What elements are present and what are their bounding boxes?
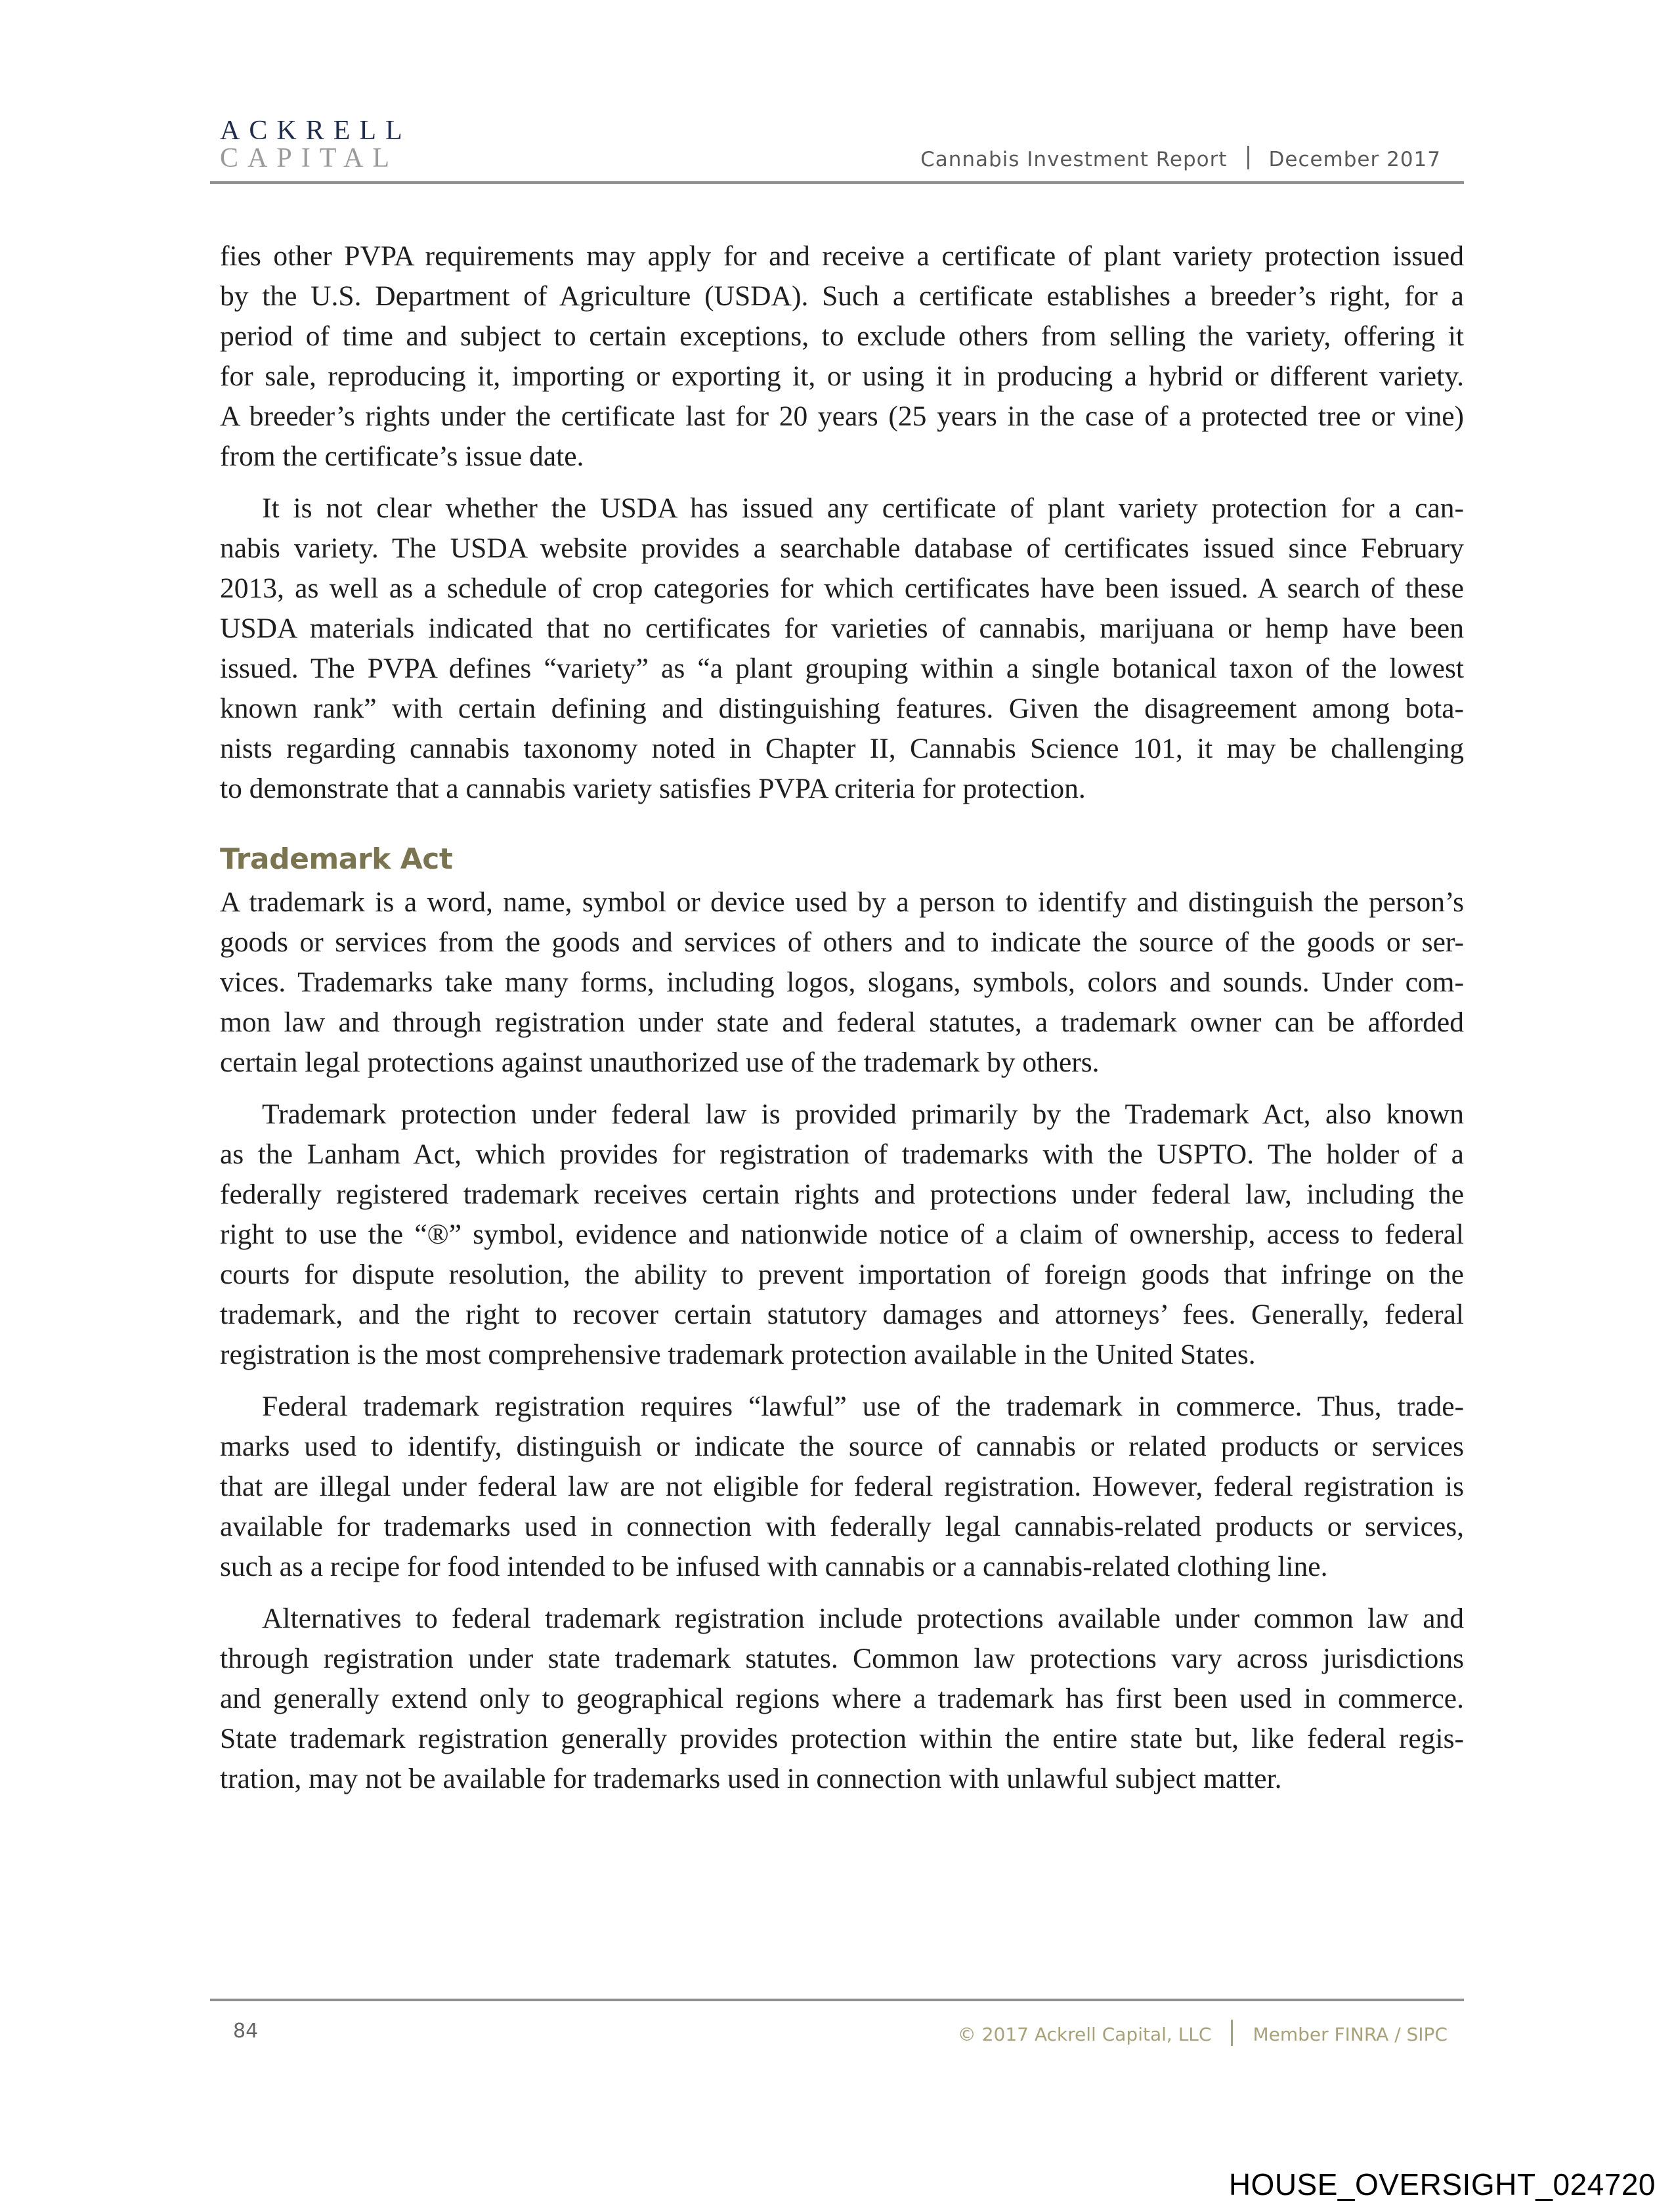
paragraph-trademark-definition: [220, 882, 1464, 1083]
text-line: tration, may not be available for trademarks used in connection with unlawful subject matter.: [220, 1763, 1282, 1794]
report-title: Cannabis Investment Report: [920, 148, 1228, 171]
text-line: that are illegal under federal law are not eligible for federal registration. However, federal registration is: [220, 1471, 1464, 1502]
running-header: [920, 146, 1441, 171]
text-line: known rank” with certain defining and distinguishing features. Given the disagreement among bota-: [220, 693, 1464, 724]
text-line: State trademark registration generally provides protection within the entire state but, like federal regis-: [220, 1723, 1464, 1754]
logo-line-ackrell: ACKRELL: [220, 116, 412, 146]
copyright-notice: © 2017 Ackrell Capital, LLC: [957, 2024, 1212, 2045]
text-line: from the certificate’s issue date.: [220, 441, 584, 472]
footer-separator: [1231, 2020, 1233, 2046]
text-line: 2013, as well as a schedule of crop categories for which certificates have been issued. A search of these: [220, 573, 1464, 604]
text-line: goods or services from the goods and services of others and to indicate the source of the goods or ser-: [220, 926, 1464, 958]
footer-rule: [210, 1999, 1464, 2001]
text-line: for sale, reproducing it, importing or exporting it, or using it in producing a hybrid or different variety.: [220, 360, 1464, 392]
report-date: December 2017: [1268, 148, 1441, 171]
text-line: available for trademarks used in connection with federally legal cannabis-related products or services,: [220, 1511, 1464, 1542]
text-line: registration is the most comprehensive trademark protection available in the United States.: [220, 1339, 1256, 1370]
text-line: such as a recipe for food intended to be infused with cannabis or a cannabis-related clothing line.: [220, 1551, 1328, 1582]
text-line: courts for dispute resolution, the ability to prevent importation of foreign goods that infringe on the: [220, 1259, 1464, 1290]
section-heading-trademark-act: Trademark Act: [220, 842, 453, 876]
text-line: USDA materials indicated that no certificates for varieties of cannabis, marijuana or hemp have been: [220, 613, 1464, 644]
page-body: [220, 236, 1464, 1799]
paragraph-pvpa-certificate: [220, 236, 1464, 477]
text-line: period of time and subject to certain exceptions, to exclude others from selling the variety, offering it: [220, 320, 1464, 352]
text-line: through registration under state trademark statutes. Common law protections vary across jurisdictions: [220, 1643, 1464, 1674]
text-line: Trademark protection under federal law is provided primarily by the Trademark Act, also known: [262, 1098, 1464, 1130]
text-line: nabis variety. The USDA website provides a searchable database of certificates issued since February: [220, 532, 1464, 564]
text-line: issued. The PVPA defines “variety” as “a plant grouping within a single botanical taxon of the lowest: [220, 653, 1464, 684]
text-line: fies other PVPA requirements may apply for and receive a certificate of plant variety protection issued: [220, 240, 1464, 272]
text-line: nists regarding cannabis taxonomy noted in Chapter II, Cannabis Science 101, it may be challenging: [220, 733, 1464, 764]
text-line: right to use the “®” symbol, evidence and nationwide notice of a claim of ownership, access to federal: [220, 1219, 1464, 1250]
header-separator: [1247, 146, 1249, 169]
paragraph-lawful-use: [220, 1387, 1464, 1587]
text-line: A breeder’s rights under the certificate last for 20 years (25 years in the case of a protected tree or vine): [220, 401, 1464, 432]
text-line: and generally extend only to geographical regions where a trademark has first been used in commerce.: [220, 1683, 1464, 1714]
text-line: as the Lanham Act, which provides for registration of trademarks with the USPTO. The holder of a: [220, 1139, 1464, 1170]
text-line: federally registered trademark receives certain rights and protections under federal law, including the: [220, 1179, 1464, 1210]
membership-notice: Member FINRA / SIPC: [1253, 2024, 1448, 2045]
footer-legal: [958, 2020, 1448, 2046]
paragraph-lanham-act: [220, 1095, 1464, 1375]
page-number: 84: [233, 2020, 259, 2043]
text-line: by the U.S. Department of Agriculture (USDA). Such a certificate establishes a breeder’s right, for a: [220, 280, 1464, 312]
bates-stamp: HOUSE_OVERSIGHT_024720: [1228, 2167, 1656, 2201]
text-line: marks used to identify, distinguish or indicate the source of cannabis or related products or services: [220, 1431, 1464, 1462]
text-line: to demonstrate that a cannabis variety satisfies PVPA criteria for protection.: [220, 773, 1086, 804]
text-line: mon law and through registration under state and federal statutes, a trademark owner can be afforded: [220, 1007, 1464, 1038]
text-line: A trademark is a word, name, symbol or device used by a person to identify and distinguish the person’s: [220, 886, 1464, 918]
paragraph-alternatives: [220, 1599, 1464, 1799]
header-rule: [210, 181, 1464, 184]
text-line: Alternatives to federal trademark registration include protections available under common law and: [262, 1603, 1464, 1634]
text-line: vices. Trademarks take many forms, including logos, slogans, symbols, colors and sounds. Under com-: [220, 966, 1464, 998]
text-line: It is not clear whether the USDA has issued any certificate of plant variety protection for a can-: [262, 492, 1464, 524]
company-logo: [220, 117, 412, 172]
text-line: certain legal protections against unauthorized use of the trademark by others.: [220, 1047, 1100, 1078]
paragraph-usda-search: [220, 488, 1464, 809]
text-line: trademark, and the right to recover certain statutory damages and attorneys’ fees. Generally, federal: [220, 1299, 1464, 1330]
logo-line-capital: CAPITAL: [220, 143, 398, 173]
text-line: Federal trademark registration requires “lawful” use of the trademark in commerce. Thus, trade-: [262, 1391, 1464, 1422]
